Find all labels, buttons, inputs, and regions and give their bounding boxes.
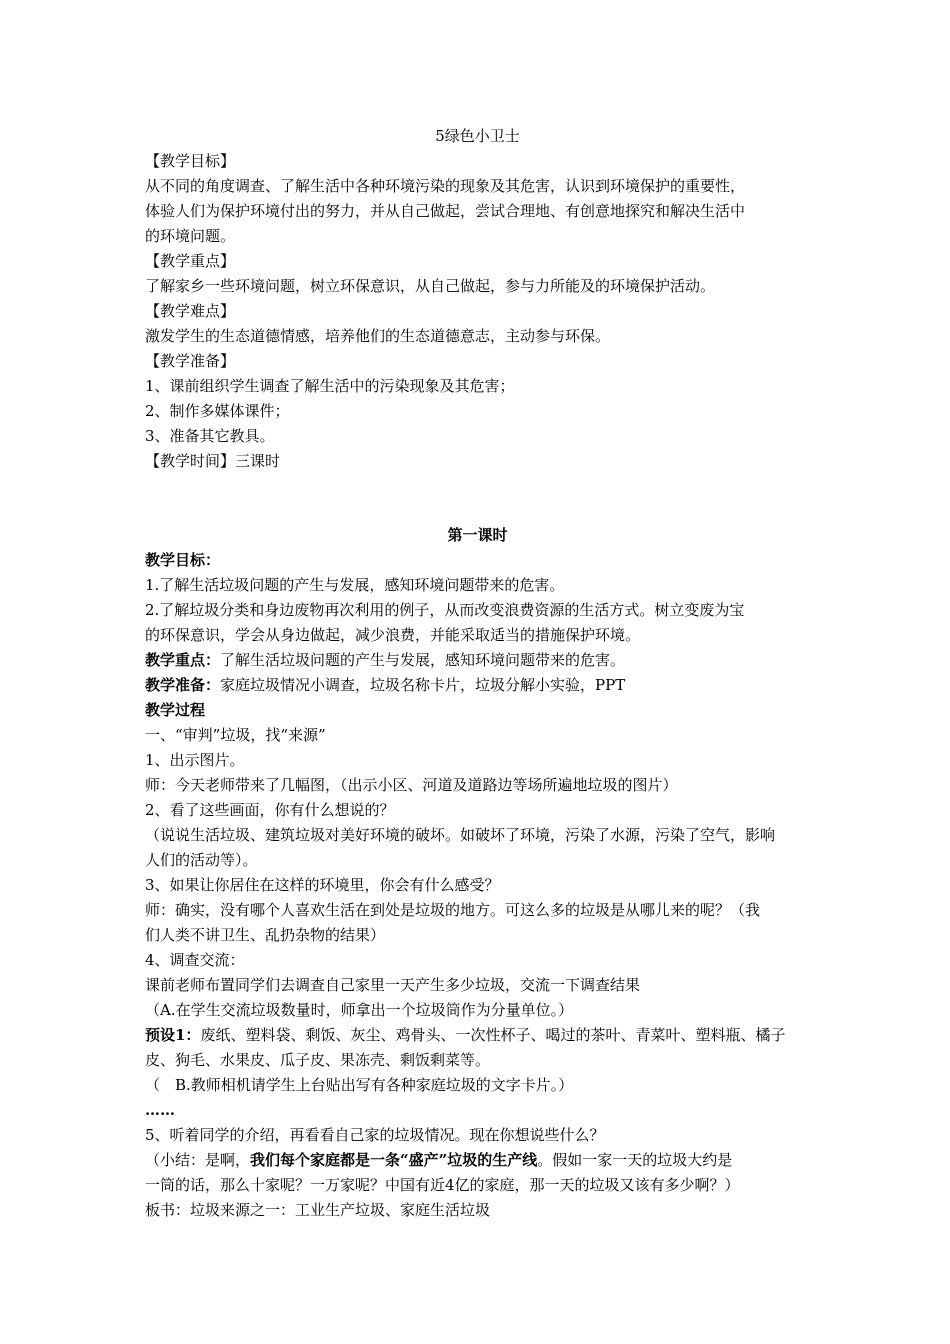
teaching-goal-line: 从不同的角度调查、了解生活中各种环境污染的现象及其危害，认识到环境保护的重要性， (145, 177, 746, 195)
step-2-line: 人们的活动等）。 (145, 851, 258, 869)
preparation-item: 3、准备其它教具。 (145, 427, 275, 445)
step-5: 5、听着同学的介绍，再看看自己家的垃圾情况。现在你想说些什么？ (145, 1126, 605, 1144)
step-1-teacher: 师：今天老师带来了几幅图，（出示小区、河道及道路边等场所遍地垃圾的图片） (145, 776, 678, 794)
preparation-item: 2、制作多媒体课件； (145, 402, 290, 420)
preset-label: 预设1： (145, 1026, 201, 1044)
step-3-line: 们人类不讲卫生、乱扔杂物的结果） (145, 926, 386, 944)
teaching-goal-line: 体验人们为保护环境付出的努力，并从自己做起，尝试合理地、有创意地探究和解决生活中 (145, 202, 746, 220)
teaching-time: 【教学时间】三课时 (145, 452, 281, 470)
key-point-text: 了解家乡一些环境问题，树立环保意识，从自己做起，参与力所能及的环境保护活动。 (145, 277, 716, 295)
teaching-goal-line: 的环境问题。 (145, 227, 236, 245)
step-4-note-b: （ B.教师相机请学生上台贴出写有各种家庭垃圾的文字卡片。） (145, 1076, 574, 1094)
lesson-prep-label: 教学准备： (145, 676, 221, 694)
lesson-key-point (145, 648, 810, 672)
key-point-header: 【教学重点】 (145, 252, 236, 270)
lesson-goal-label: 教学目标： (145, 551, 221, 569)
summary-prefix: （小结：是啊， (145, 1151, 251, 1169)
lesson-key-label: 教学重点： (145, 651, 221, 669)
step-3: 3、如果让你居住在这样的环境里，你会有什么感受？ (145, 876, 500, 894)
lesson-title: 第一课时 (447, 526, 508, 544)
document-title: 5绿色小卫士 (435, 127, 520, 145)
preparation-item: 1、课前组织学生调查了解生活中的污染现象及其危害； (145, 377, 515, 395)
lesson-key-text: 了解生活垃圾问题的产生与发展，感知环境问题带来的危害。 (220, 651, 626, 669)
summary-line (145, 1148, 810, 1172)
ellipsis: …… (145, 1101, 175, 1119)
summary-line-2: 一筒的话，那么十家呢？一万家呢？中国有近4亿的家庭，那一天的垃圾又该有多少啊？） (145, 1176, 740, 1194)
lesson-goal-1: 1.了解生活垃圾问题的产生与发展，感知环境问题带来的危害。 (145, 576, 565, 594)
step-3-line: 师：确实，没有哪个人喜欢生活在到处是垃圾的地方。可这么多的垃圾是从哪儿来的呢？（我 (145, 901, 761, 919)
step-1: 1、出示图片。 (145, 751, 245, 769)
summary-rest: 。假如一家一天的垃圾大约是 (537, 1151, 733, 1169)
board-writing: 板书：垃圾来源之一：工业生产垃圾、家庭生活垃圾 (145, 1201, 491, 1219)
step-heading: 一、“审判”垃圾，找“来源” (145, 726, 326, 744)
preset-line-2: 皮、狗毛、水果皮、瓜子皮、果冻壳、剩饭剩菜等。 (145, 1051, 491, 1069)
preparation-header: 【教学准备】 (145, 352, 236, 370)
step-2-line: （说说生活垃圾、建筑垃圾对美好环境的破坏。如破坏了环境，污染了水源，污染了空气，影响 (145, 826, 776, 844)
teaching-goal-header: 【教学目标】 (145, 152, 236, 170)
step-2: 2、看了这些画面，你有什么想说的？ (145, 801, 395, 819)
lesson-goal-2-line: 的环保意识，学会从身边做起，减少浪费，并能采取适当的措施保护环境。 (145, 626, 641, 644)
difficulty-header: 【教学难点】 (145, 302, 236, 320)
lesson-prep-text: 家庭垃圾情况小调查，垃圾名称卡片，垃圾分解小实验，PPT (220, 676, 626, 694)
lesson-preparation (145, 673, 810, 697)
preset-text: 废纸、塑料袋、剩饭、灰尘、鸡骨头、一次性杯子、喝过的茶叶、青菜叶、塑料瓶、橘子 (200, 1026, 786, 1044)
step-4-text: 课前老师布置同学们去调查自己家里一天产生多少垃圾，交流一下调查结果 (145, 976, 641, 994)
process-label: 教学过程 (145, 701, 206, 719)
summary-bold: 我们每个家庭都是一条“盛产”垃圾的生产线 (250, 1151, 538, 1169)
lesson-goal-2-line: 2.了解垃圾分类和身边废物再次利用的例子，从而改变浪费资源的生活方式。树立变废为宝 (145, 601, 745, 619)
step-4-note-a: （A.在学生交流垃圾数量时，师拿出一个垃圾筒作为分量单位。） (145, 1001, 574, 1019)
preset-line (145, 1023, 810, 1047)
difficulty-text: 激发学生的生态道德情感，培养他们的生态道德意志，主动参与环保。 (145, 327, 611, 345)
step-4: 4、调查交流： (145, 951, 245, 969)
